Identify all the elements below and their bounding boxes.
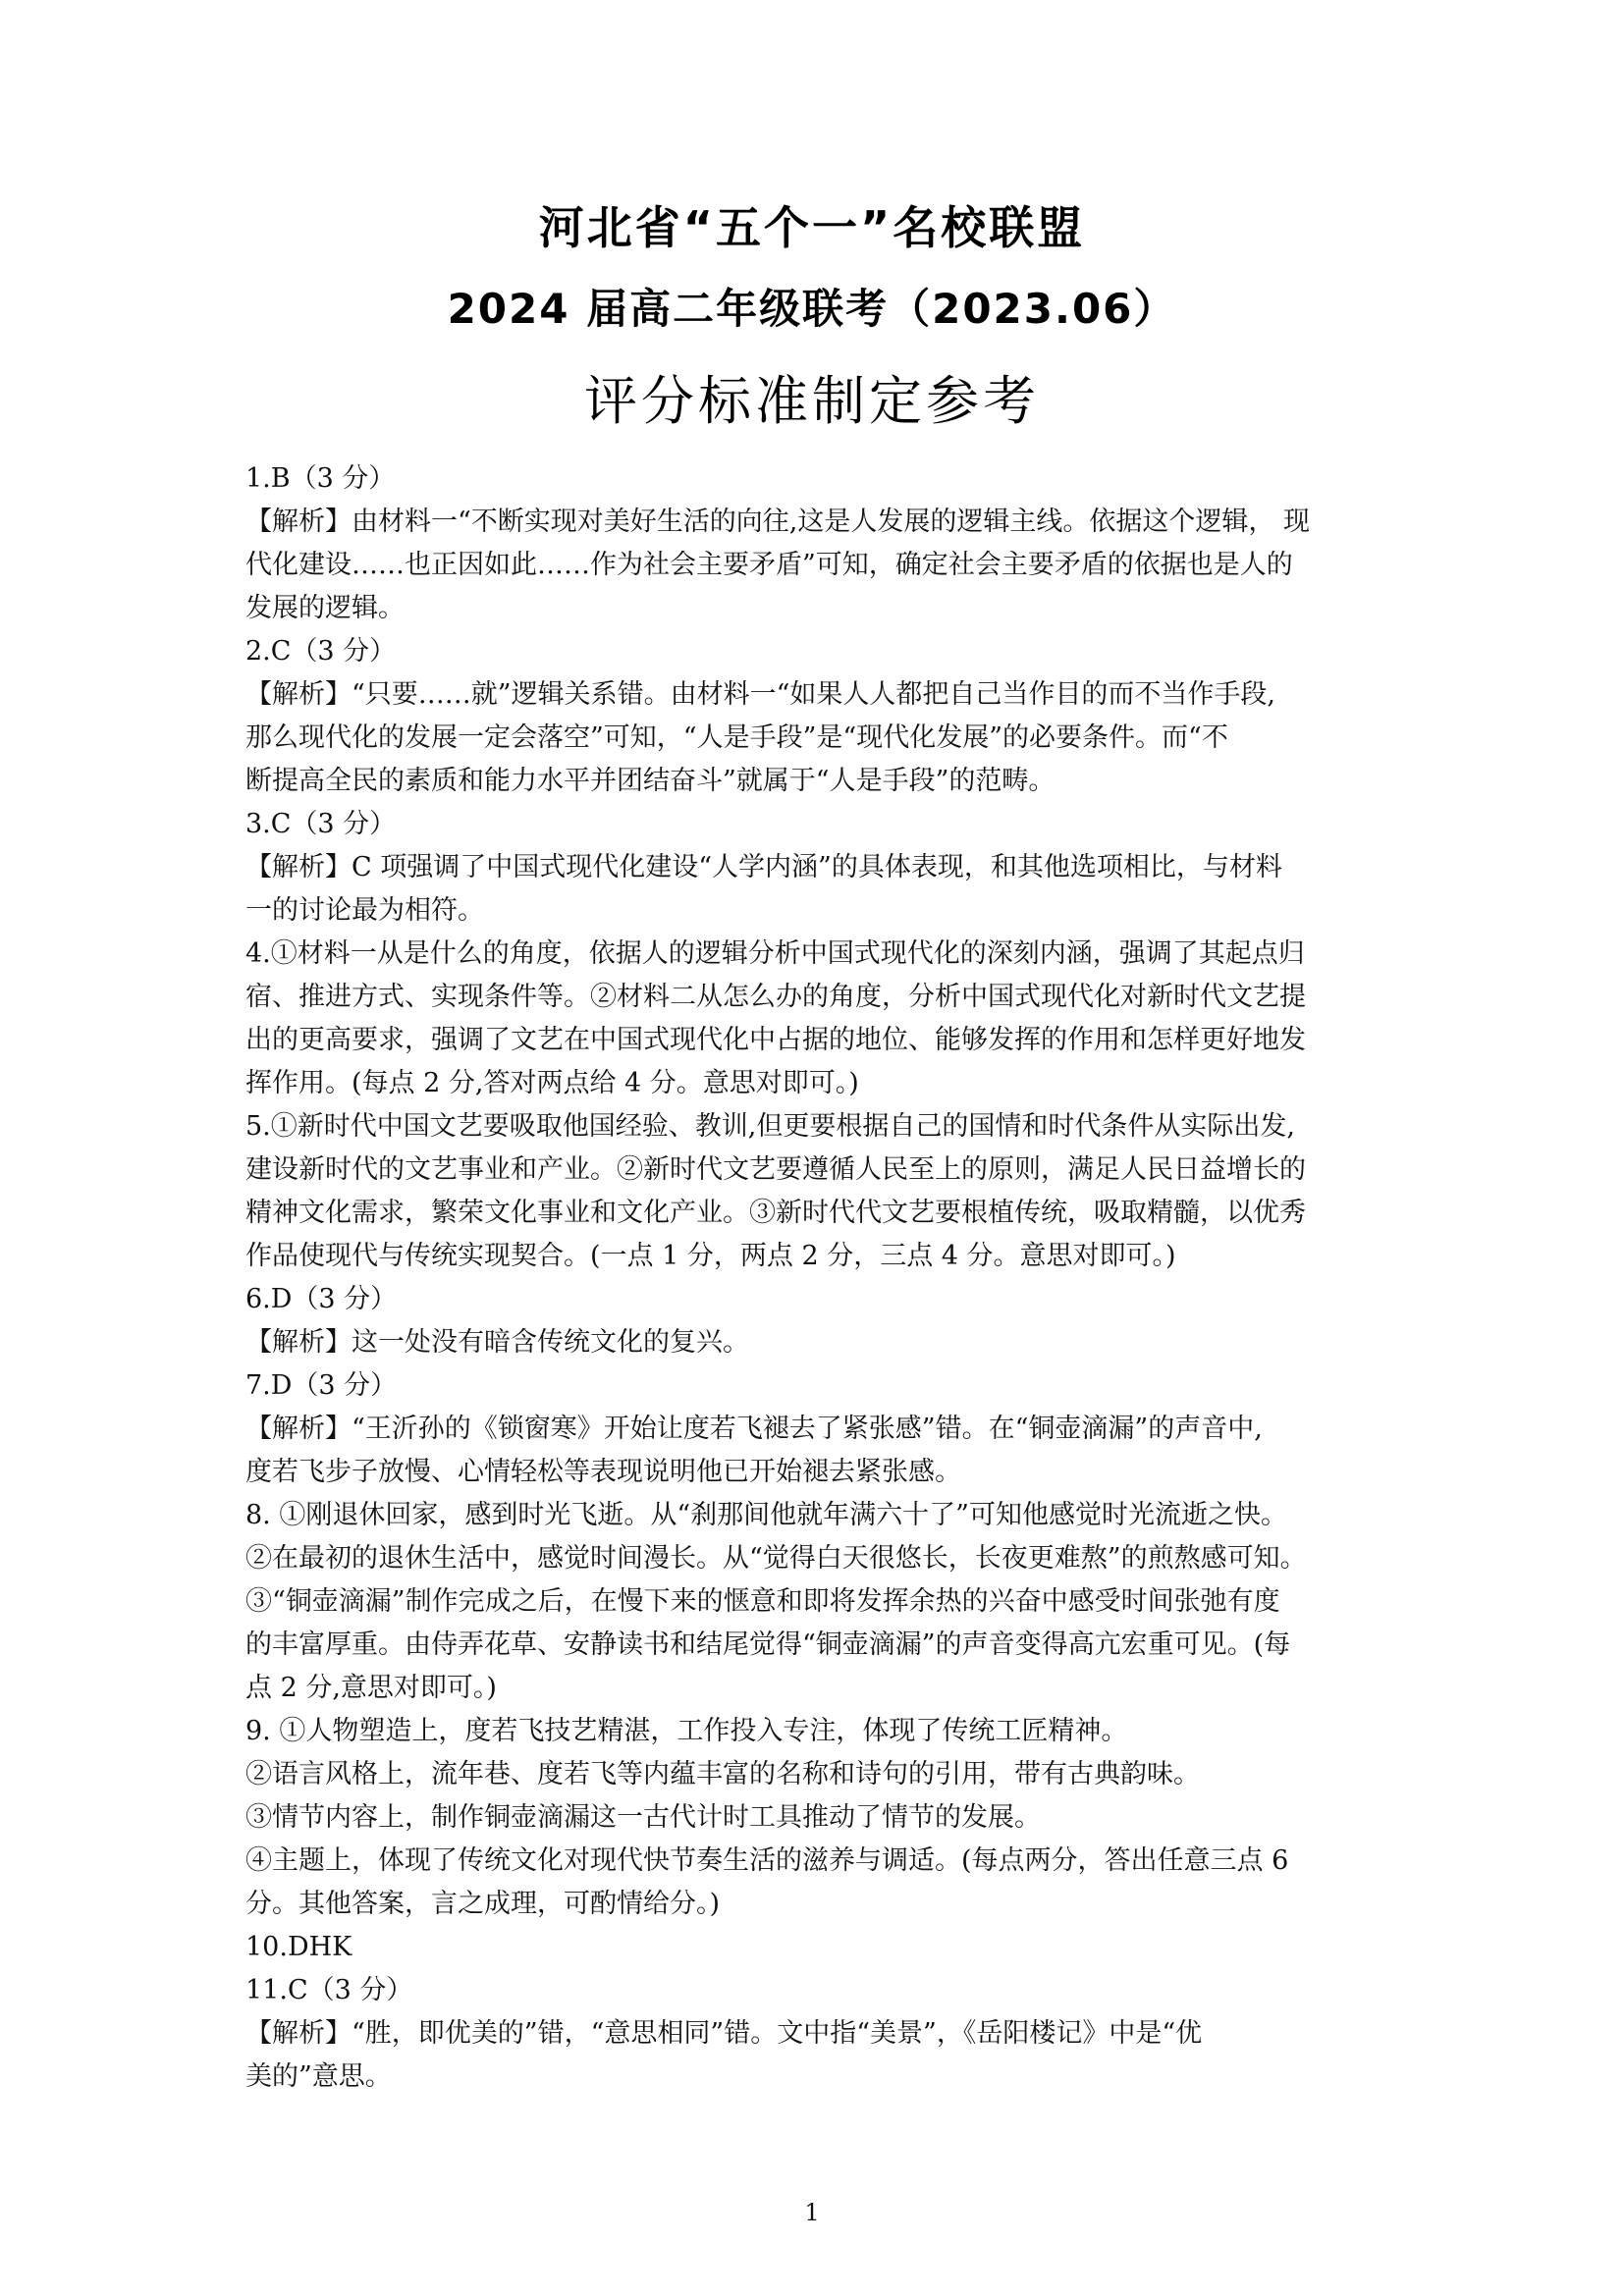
text-line: ④主题上，体现了传统文化对现代快节奏生活的滋养与调适。(每点两分，答出任意三点 6	[245, 1845, 1289, 1876]
text-line: 【解析】“只要……就”逻辑关系错。由材料一“如果人人都把自己当作目的而不当作手段,	[245, 679, 1275, 710]
text-line: 点 2 分,意思对即可。)	[245, 1673, 497, 1703]
text-line: 【解析】C 项强调了中国式现代化建设“人学内涵”的具体表现，和其他选项相比，与材料	[245, 852, 1282, 882]
text-line: ②语言风格上，流年巷、度若飞等内蕴丰富的名称和诗句的引用，带有古典韵味。	[245, 1759, 1200, 1789]
text-line: 【解析】“王沂孙的《锁窗寒》开始让度若飞褪去了紧张感”错。在“铜壶滴漏”的声音中,	[245, 1414, 1263, 1444]
text-line: 1.B（3 分）	[245, 463, 396, 494]
title-exam: 2024 届高二年级联考（2023.06）	[447, 285, 1177, 333]
text-line: 建设新时代的文艺事业和产业。②新时代文艺要遵循人民至上的原则，满足人民日益增长的	[245, 1154, 1306, 1185]
title-scoring-standard: 评分标准制定参考	[584, 370, 1040, 432]
text-line: 的丰富厚重。由侍弄花草、安静读书和结尾觉得“铜壶滴漏”的声音变得高亢宏重可见。(每	[245, 1629, 1291, 1660]
text-line: ③情节内容上，制作铜壶滴漏这一古代计时工具推动了情节的发展。	[245, 1802, 1041, 1833]
text-line: 分。其他答案，言之成理，可酌情给分。)	[245, 1889, 721, 1919]
text-line: 一的讨论最为相符。	[245, 895, 484, 926]
text-line: 宿、推进方式、实现条件等。②材料二从怎么办的角度，分析中国式现代化对新时代文艺提	[245, 982, 1306, 1012]
text-line: 5.①新时代中国文艺要吸取他国经验、教训,但更要根据自己的国情和时代条件从实际出发,	[245, 1111, 1295, 1142]
text-line: 【解析】这一处没有暗含传统文化的复兴。	[245, 1327, 749, 1358]
text-line: 代化建设……也正因如此……作为社会主要矛盾”可知，确定社会主要矛盾的依据也是人的	[245, 550, 1293, 580]
text-line: 出的更高要求，强调了文艺在中国式现代化中占据的地位、能够发挥的作用和怎样更好地发	[245, 1025, 1306, 1055]
text-line: 作品使现代与传统实现契合。(一点 1 分，两点 2 分，三点 4 分。意思对即可。)	[245, 1241, 1176, 1271]
text-line: 3.C（3 分）	[245, 809, 397, 839]
text-line: 度若飞步子放慢、心情轻松等表现说明他已开始褪去紧张感。	[245, 1457, 961, 1487]
text-line: 11.C（3 分）	[245, 1975, 413, 2005]
text-line: 8. ①刚退休回家，感到时光飞逝。从“刹那间他就年满六十了”可知他感觉时光流逝之快。	[245, 1500, 1287, 1530]
text-line: 4.①材料一从是什么的角度，依据人的逻辑分析中国式现代化的深刻内涵，强调了其起点归	[245, 938, 1305, 969]
text-line: ③“铜壶滴漏”制作完成之后，在慢下来的惬意和即将发挥余热的兴奋中感受时间张弛有度	[245, 1586, 1280, 1617]
text-line: 精神文化需求，繁荣文化事业和文化产业。③新时代代文艺要根植传统，吸取精髓，以优秀	[245, 1198, 1306, 1228]
text-line: 挥作用。(每点 2 分,答对两点给 4 分。意思对即可。)	[245, 1068, 859, 1098]
text-line: 10.DHK	[245, 1932, 352, 1962]
page-number: 1	[804, 2199, 820, 2226]
text-line: 7.D（3 分）	[245, 1370, 398, 1401]
title-alliance: 河北省“五个一”名校联盟	[538, 201, 1086, 254]
text-line: 断提高全民的素质和能力水平并团结奋斗”就属于“人是手段”的范畴。	[245, 766, 1056, 796]
answer-body	[245, 457, 1384, 2099]
text-line: 发展的逻辑。	[245, 593, 405, 623]
text-line: 美的”意思。	[245, 2061, 392, 2092]
text-line: 9. ①人物塑造上，度若飞技艺精湛，工作投入专注，体现了传统工匠精神。	[245, 1716, 1128, 1746]
text-line: 2.C（3 分）	[245, 636, 397, 667]
text-line: 【解析】“胜，即优美的”错，“意思相同”错。文中指“美景”，《岳阳楼记》中是“优	[245, 2018, 1203, 2049]
text-line: ②在最初的退休生活中，感觉时间漫长。从“觉得白天很悠长，长夜更难熬”的煎熬感可知。	[245, 1543, 1307, 1574]
text-line: 【解析】由材料一“不断实现对美好生活的向往,这是人发展的逻辑主线。依据这个逻辑， 现	[245, 507, 1310, 537]
text-line: 6.D（3 分）	[245, 1284, 398, 1314]
text-line: 那么现代化的发展一定会落空”可知，“人是手段”是“现代化发展”的必要条件。而“不	[245, 722, 1228, 753]
